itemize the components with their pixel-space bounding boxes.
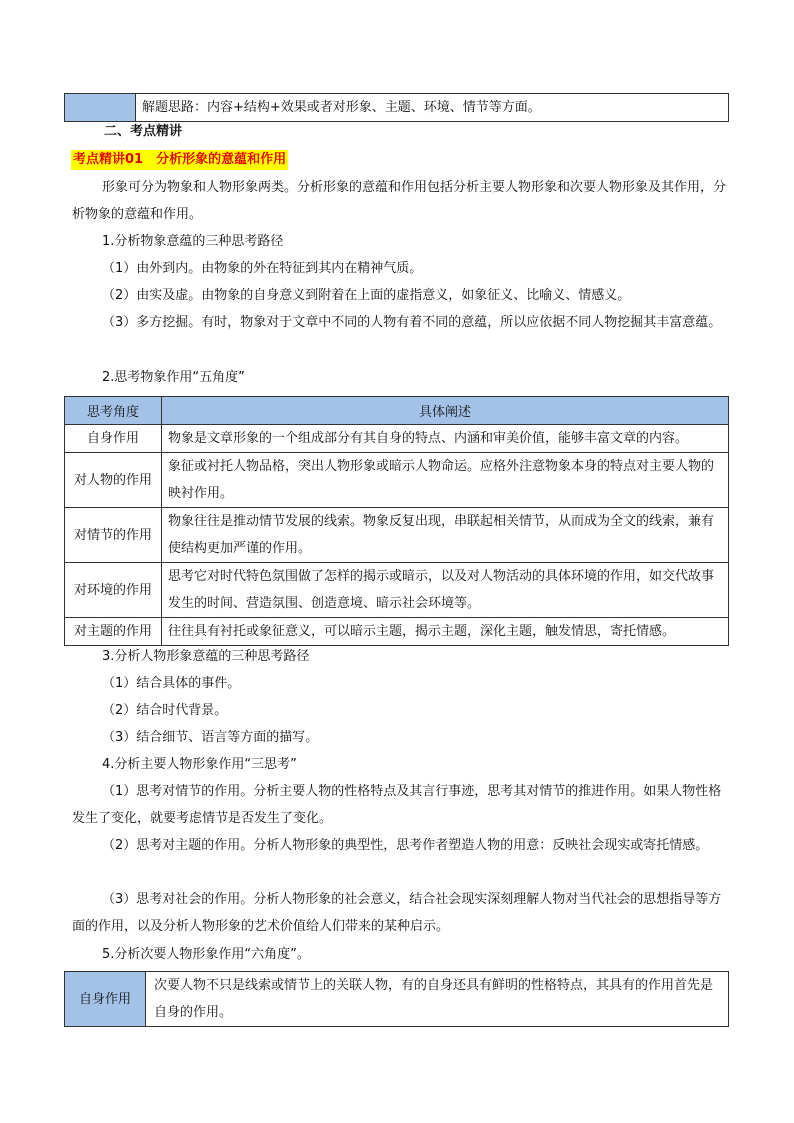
row-desc: 往往具有衬托或象征意义，可以暗示主题，揭示主题，深化主题，触发情思，寄托情感。 — [162, 618, 729, 646]
intro-paragraph: 形象可分为物象和人物形象两类。分析形象的意蕴和作用包括分析主要人物形象和次要人物形象及其作用，分析物象的意蕴和作用。 — [72, 180, 727, 222]
p5-title: 5.分析次要人物形象作用“六角度”。 — [102, 947, 310, 962]
table-row — [65, 972, 729, 1027]
p3-title: 3.分析人物形象意蕴的三种思考路径 — [102, 649, 310, 664]
table-row — [65, 94, 729, 122]
row-angle: 对主题的作用 — [65, 618, 162, 646]
object-function-table — [64, 396, 729, 646]
p3-item-1: （1）结合具体的事件。 — [102, 676, 241, 691]
p4-item-1: （1）思考对情节的作用。分析主要人物的性格特点及其言行事迹，思考其对情节的推进作用。如果人物性格发生了变化，就要考虑情节是否发生了变化。 — [72, 784, 722, 826]
row-angle: 自身作用 — [65, 972, 146, 1027]
table-row — [65, 618, 729, 646]
p3-item-2: （2）结合时代背景。 — [102, 703, 228, 718]
p4-item-3: （3）思考对社会的作用。分析人物形象的社会意义，结合社会现实深刻理解人物对当代社会的思想指导等方面的作用，以及分析人物形象的艺术价值给人们带来的某种启示。 — [72, 892, 722, 934]
section-heading: 二、考点精讲 — [104, 124, 183, 139]
table-row — [65, 508, 729, 563]
row-desc: 象征或衬托人物品格，突出人物形象或暗示人物命运。应格外注意物象本身的特点对主要人物的映衬作用。 — [162, 453, 729, 508]
p3-item-3: （3）结合细节、语言等方面的描写。 — [102, 730, 319, 745]
row-desc: 次要人物不只是线索或情节上的关联人物，有的自身还具有鲜明的性格特点，其具有的作用首先是自身的作用。 — [146, 972, 729, 1027]
secondary-character-table — [64, 971, 729, 1027]
row-angle: 对情节的作用 — [65, 508, 162, 563]
p4-item-2: （2）思考对主题的作用。分析人物形象的典型性，思考作者塑造人物的用意：反映社会现实或寄托情感。 — [102, 838, 709, 853]
p1-item-2: （2）由实及虚。由物象的自身意义到附着在上面的虚指意义，如象征义、比喻义、情感义。 — [102, 288, 631, 303]
table-row — [65, 425, 729, 453]
continuation-table — [64, 93, 729, 122]
p4-title: 4.分析主要人物形象作用“三思考” — [102, 757, 297, 772]
row-desc: 思考它对时代特色氛围做了怎样的揭示或暗示，以及对人物活动的具体环境的作用，如交代故事发生的时间、营造氛围、创造意境、暗示社会环境等。 — [162, 563, 729, 618]
table-row — [65, 563, 729, 618]
row-angle: 对人物的作用 — [65, 453, 162, 508]
table-side-cell — [65, 94, 136, 122]
p1-item-3: （3）多方挖掘。有时，物象对于文章中不同的人物有着不同的意蕴，所以应依据不同人物挖掘其丰富意蕴。 — [102, 315, 722, 330]
solving-approach-text: 解题思路：内容+结构+效果或者对形象、主题、环境、情节等方面。 — [136, 94, 729, 122]
highlight-title: 考点精讲01 分析形象的意蕴和作用 — [71, 150, 288, 170]
row-angle: 对环境的作用 — [65, 563, 162, 618]
p1-item-1: （1）由外到内。由物象的外在特征到其内在精神气质。 — [102, 261, 423, 276]
header-desc: 具体阐述 — [162, 397, 729, 425]
header-angle: 思考角度 — [65, 397, 162, 425]
p2-title: 2.思考物象作用“五角度” — [102, 370, 245, 385]
row-desc: 物象往往是推动情节发展的线索。物象反复出现，串联起相关情节，从而成为全文的线索，兼有使结构更加严谨的作用。 — [162, 508, 729, 563]
table-row — [65, 453, 729, 508]
row-angle: 自身作用 — [65, 425, 162, 453]
p1-title: 1.分析物象意蕴的三种思考路径 — [102, 234, 284, 249]
row-desc: 物象是文章形象的一个组成部分有其自身的特点、内涵和审美价值，能够丰富文章的内容。 — [162, 425, 729, 453]
table-header-row — [65, 397, 729, 425]
